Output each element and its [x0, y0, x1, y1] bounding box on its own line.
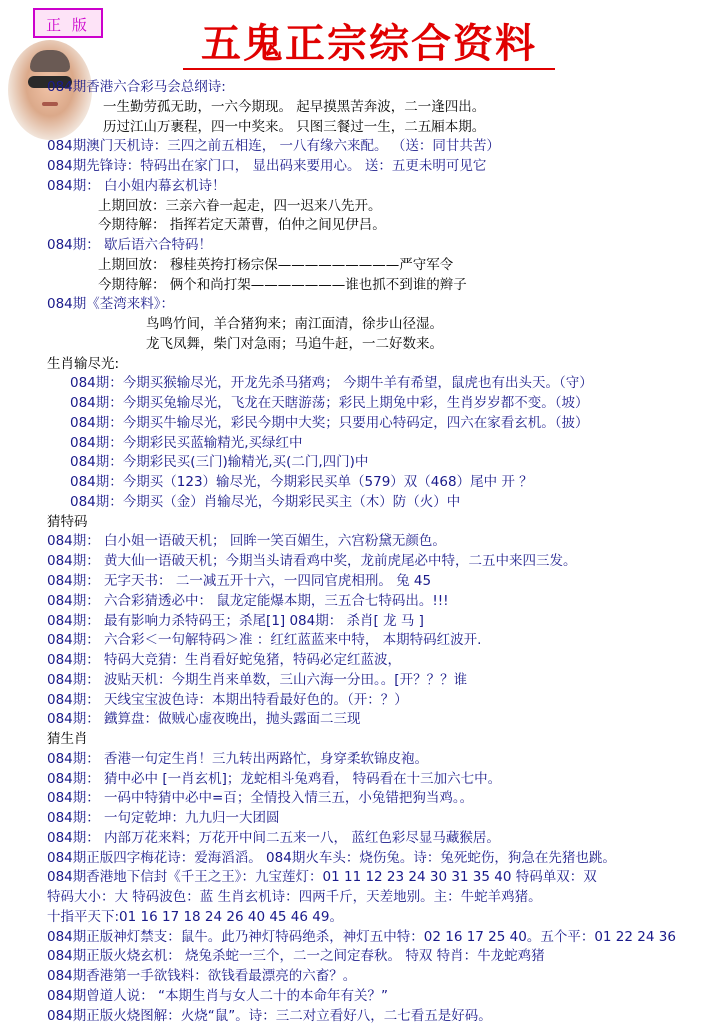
text-line: 龙飞凤舞，柴门对急雨；马追牛赶，一二好数来。	[146, 335, 443, 352]
text-line: 猜特码	[47, 513, 88, 530]
text-line: 084期：今期彩民买(三门)输精光,买(二门,四门)中	[70, 454, 369, 471]
text-line: 特码大小：大 特码波色：蓝 生肖玄机诗：四两千斤，天差地别。主：牛蛇羊鸡猪。	[47, 889, 542, 906]
text-line: 084期《荃湾来料》：	[47, 296, 175, 313]
text-line: 历过江山万裹程，四一中奖来。 只图三餐过一生，二五厢本期。	[103, 118, 486, 135]
text-line: 084期香港地下信封《千王之王》：九宝莲灯：01 11 12 23 24 30 31 35 40 特码单双：双	[47, 869, 597, 886]
page-title: 五鬼正宗综合资料	[183, 20, 555, 70]
genuine-badge: 正 版	[33, 8, 103, 38]
text-line: 084期正版四字梅花诗：爱海滔滔。 084期火车头：烧伤兔。诗：兔死蛇伤，狗急在先猪也跳。	[47, 849, 616, 866]
text-line: 084期：今期买猴输尽光，开龙先杀马猪鸡； 今期牛羊有希望，鼠虎也有出头天。（守）	[70, 375, 593, 392]
text-line: 084期香港第一手欲钱料：欲钱看最漂亮的六畜？。	[47, 968, 357, 985]
text-line: 今期待解： 指挥若定天萧曹，伯仲之间见伊吕。	[98, 217, 386, 234]
text-line: 上期回放： 穆桂英挎打杨宗保—————————严守军令	[98, 256, 454, 273]
text-line: 084期：今期买兔输尽光，飞龙在天瞎游荡；彩民上期兔中彩，生肖岁岁都不变。（坡）	[70, 395, 589, 412]
text-line: 生肖输尽光:	[47, 355, 120, 372]
text-line: 084期正版火烧图解：火烧“鼠”。诗：三二对立看好八，二七看五是好码。	[47, 1007, 492, 1024]
text-line: 084期正版火烧玄机： 烧兔杀蛇一三个，二一之间定春秋。 特双 特肖：牛龙蛇鸡猪	[47, 948, 545, 965]
text-line: 084期：今期买（金）肖输尽光，今期彩民买主（木）防（火）中	[70, 493, 461, 510]
text-line: 一生勤劳孤无助，一六今期现。 起早摸黑苦奔波，二一逢四出。	[103, 98, 486, 115]
text-line: 084期： 黄大仙一语破天机；今期当头请看鸡中奖，龙前虎尾必中特，二五中来四三发。	[47, 553, 577, 570]
text-line: 084期澳门天机诗：三四之前五相连， 一八有缘六来配。 （送：同甘共苦）	[47, 138, 500, 155]
text-line: 084期： 最有影响力杀特码王；杀尾[1] 084期： 杀肖[ 龙 马 ]	[47, 612, 424, 629]
text-line: 084期： 香港一句定生肖！三九转出两路忙，身穿柔软锦皮袍。	[47, 750, 429, 767]
text-line: 084期： 六合彩＜一句解特码＞准 ：红红蓝蓝来中特， 本期特码红波开.	[47, 632, 482, 649]
text-line: 鸟鸣竹间，羊合猪狗来；南江面清，徐步山径湿。	[146, 316, 443, 333]
text-line: 084期： 特码大竞猜：生肖看好蛇兔猪，特码必定红蓝波，	[47, 652, 402, 669]
text-line: 084期香港六合彩马会总纲诗:	[47, 79, 226, 95]
text-line: 084期： 猜中必中 [一肖玄机]；龙蛇相斗兔鸡看， 特码看在十三加六七中。	[47, 770, 502, 787]
text-line: 十指平天下:01 16 17 18 24 26 40 45 46 49。	[47, 908, 343, 925]
text-line: 084期正版神灯禁支：鼠牛。此乃神灯特码绝杀，神灯五中特：02 16 17 25 40。五个平：01 22 24 36	[47, 928, 676, 945]
text-line: 猜生肖	[47, 731, 88, 748]
text-line: 084期： 白小姐一语破天机； 回眸一笑百媚生，六宫粉黛无颜色。	[47, 533, 446, 550]
text-line: 084期：今期彩民买蓝输精光,买绿红中	[70, 434, 303, 451]
text-line: 084期： 歇后语六合特码！	[47, 237, 213, 254]
text-line: 084期曾道人说： “本期生肖与女人二十的本命年有关？”	[47, 987, 389, 1004]
text-line: 084期： 内部万花来料；万花开中间二五来一八， 蓝红色彩尽显马藏猴居。	[47, 829, 500, 846]
text-line: 084期： 一码中特猜中必中=百；全情投入情三五，小兔错把狗当鸡。。	[47, 790, 474, 807]
avatar-hair	[30, 50, 70, 72]
text-line: 084期： 鐡算盘：做贼心虚夜晚出，抛头露面二三现	[47, 711, 361, 728]
text-line: 今期待解： 俩个和尚打架———————谁也抓不到谁的辫子	[98, 276, 467, 293]
text-line: 084期：今期买牛输尽光，彩民今期中大奖；只要用心特码定，四六在家看玄机。（披）	[70, 414, 589, 431]
text-line: 084期： 一句定乾坤：九九归一大团圆	[47, 810, 280, 827]
text-line: 084期先锋诗：特码出在家门口， 显出码来要用心。 送：五更未明可见它	[47, 158, 487, 175]
text-line: 084期： 六合彩猜透必中： 鼠龙定能爆本期，三五合七特码出。!!!	[47, 592, 449, 609]
text-line: 084期： 波贴天机：今期生肖来单数，三山六海一分田。。[开？？？谁	[47, 671, 468, 688]
text-line: 084期：今期买（123）输尽光，今期彩民买单（579）双（468）尾中 开 ？	[70, 474, 533, 491]
text-line: 084期： 白小姐内幕玄机诗！	[47, 177, 226, 194]
avatar-mouth	[42, 102, 58, 106]
text-line: 084期： 无字天书： 二一减五开十六，一四同官虎相刑。 兔 45	[47, 573, 432, 589]
text-line: 上期回放：三亲六眷一起走，四一迟来八先开。	[98, 197, 382, 214]
text-line: 084期： 天线宝宝波色诗：本期出特看最好色的。（开：？）	[47, 691, 408, 708]
